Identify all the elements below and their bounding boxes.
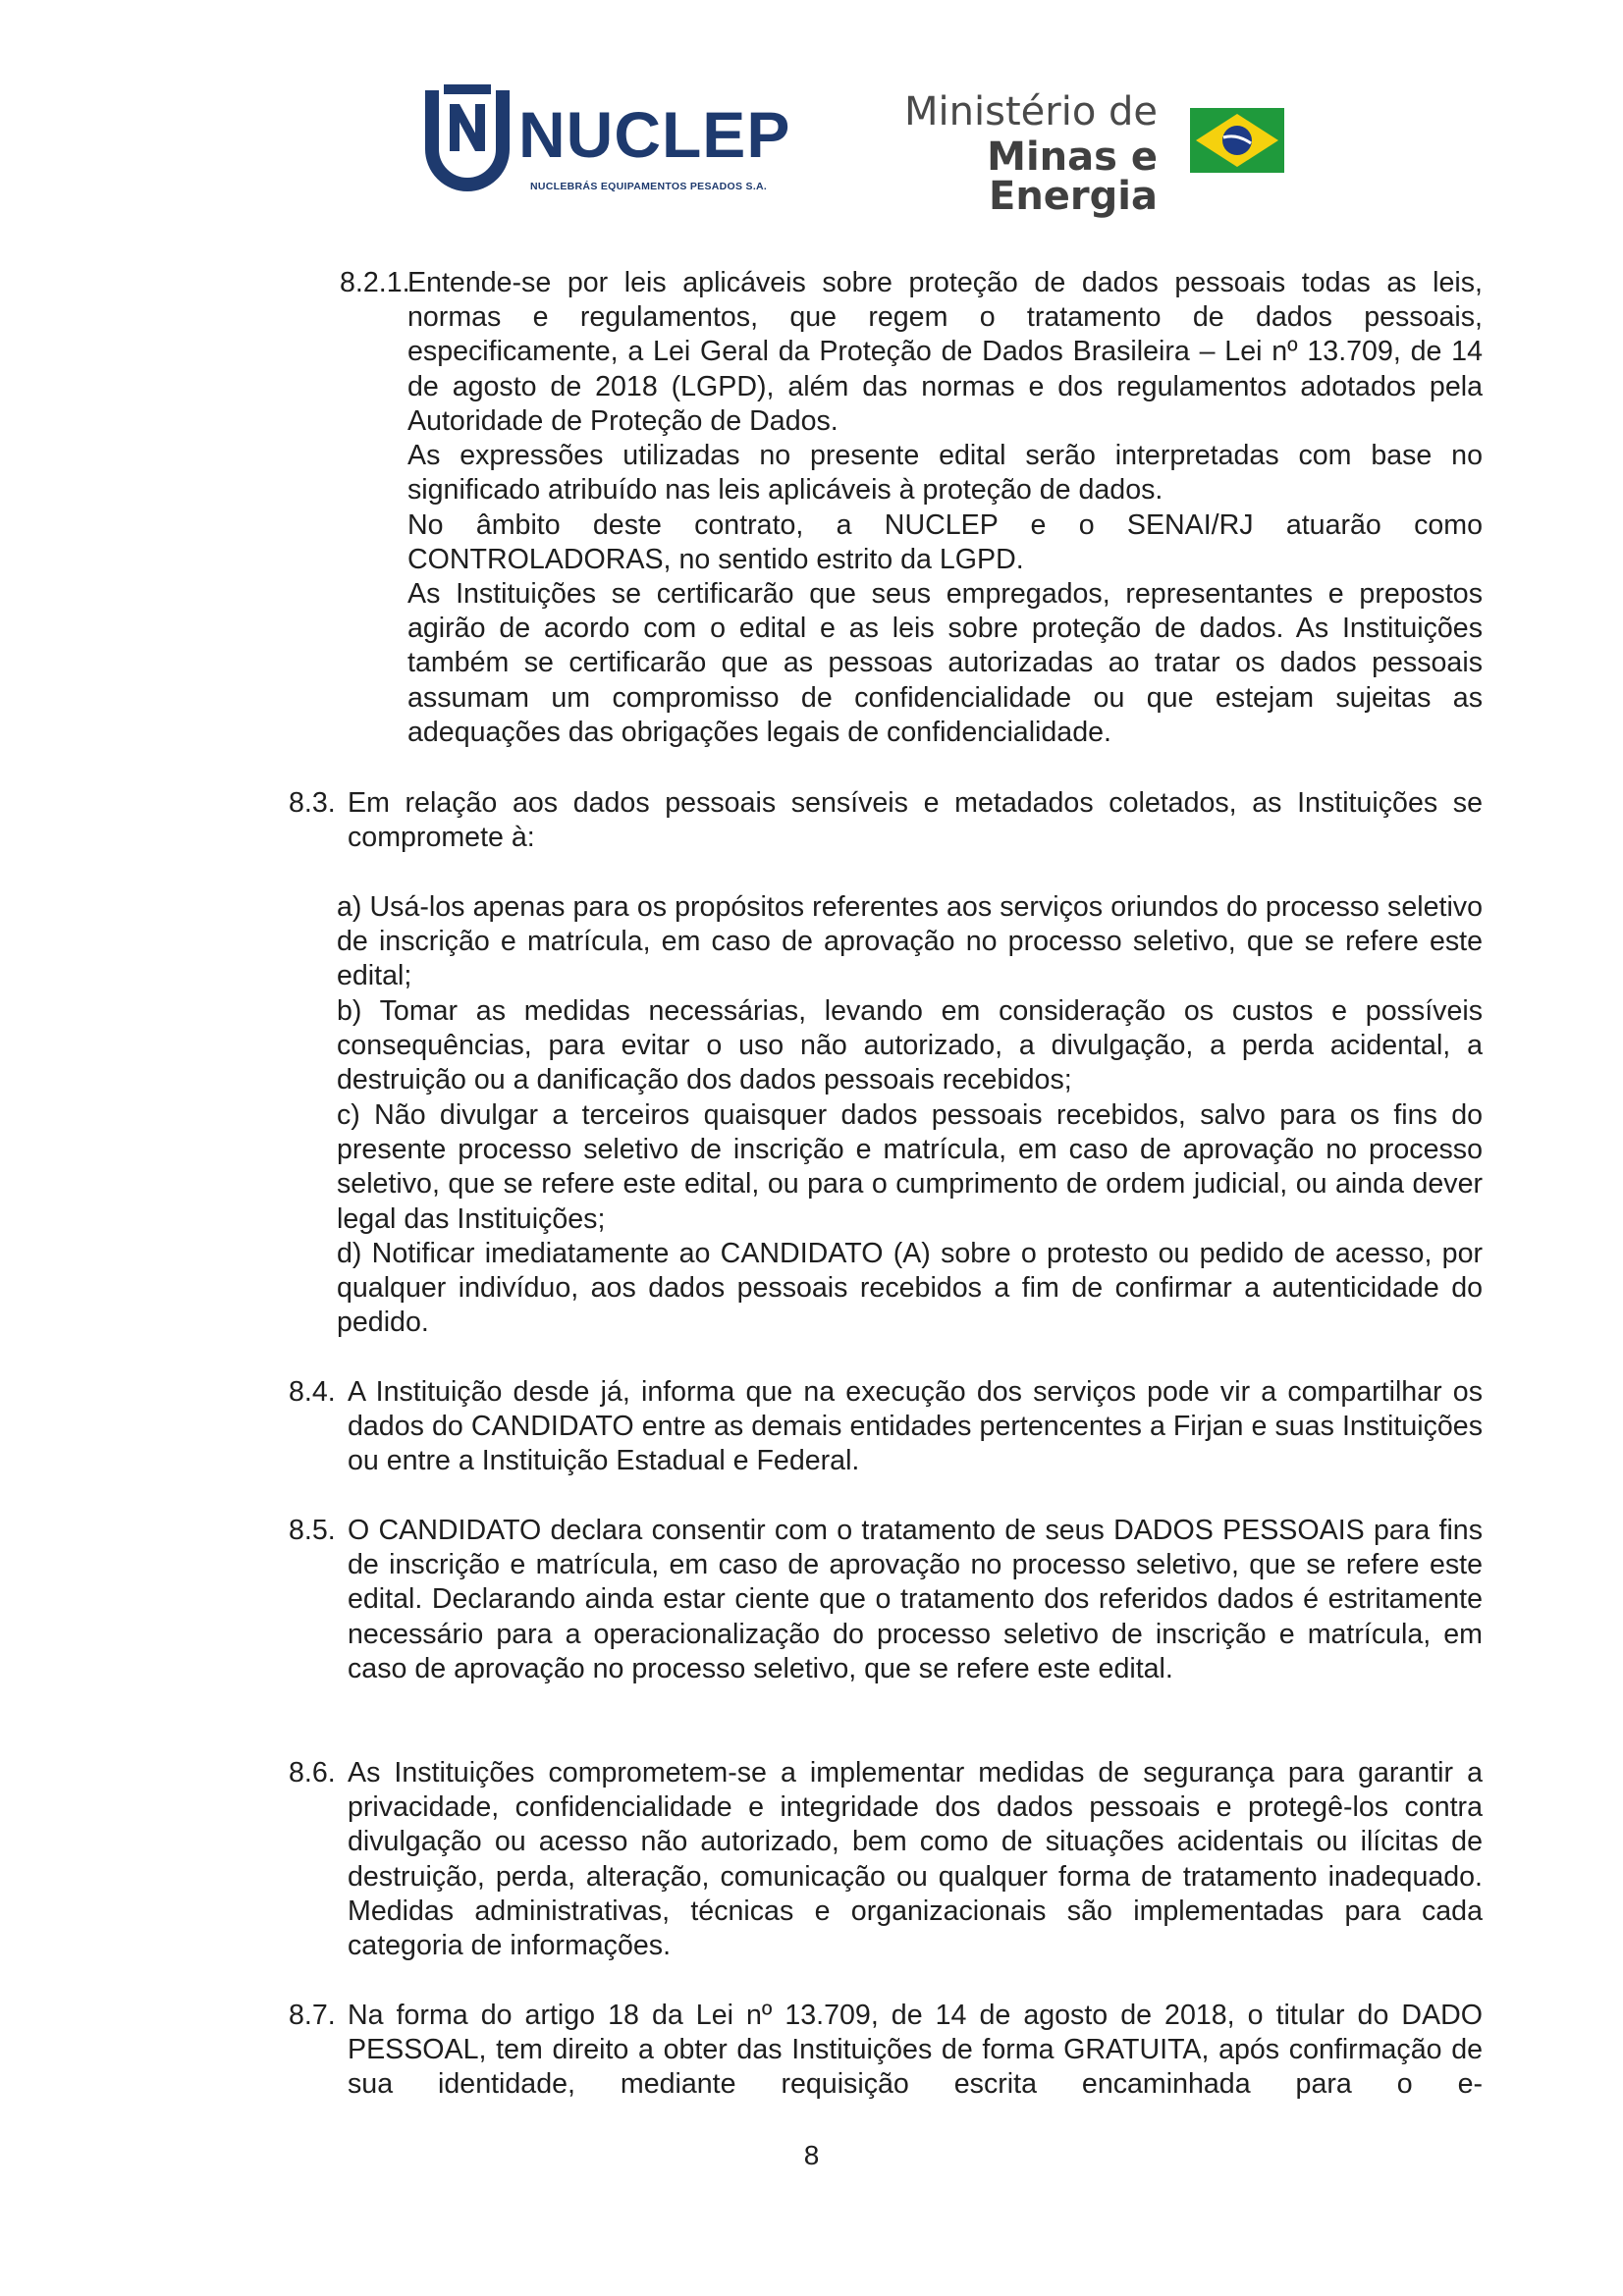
section-number-8-2-1: 8.2.1.	[340, 267, 410, 298]
section-8-3-item-a: a) Usá-los apenas para os propósitos referentes aos serviços oriundos do processo seletivo de inscrição e matrícula, em caso de aprovação no processo seletivo, que se refere este edital;	[337, 891, 1483, 992]
section-8-3-item-c: c) Não divulgar a terceiros quaisquer dados pessoais recebidos, salvo para os fins do presente processo seletivo de inscrição e matrícula, em caso de aprovação no processo seletivo, que se refere este edital, ou para o cumprimento de ordem judicial, ou ainda dever legal das Instituições;	[337, 1099, 1483, 1235]
section-8-2-1-paragraph-2: As expressões utilizadas no presente edital serão interpretadas com base no significado atribuído nas leis aplicáveis à proteção de dados.	[407, 440, 1483, 507]
section-8-3-text: Em relação aos dados pessoais sensíveis e metadados coletados, as Instituições se compromete à:	[348, 787, 1483, 854]
nuclep-wordmark: NUCLEP	[518, 98, 791, 171]
nuclep-subtitle: NUCLEBRÁS EQUIPAMENTOS PESADOS S.A.	[530, 181, 768, 192]
section-8-5-text: O CANDIDATO declara consentir com o tratamento de seus DADOS PESSOAIS para fins de inscrição e matrícula, em caso de aprovação no processo seletivo, que se refere este edital. Declarando ainda estar ciente que o tratamento dos referidos dados é estritamente necessário para a operacionalização do processo seletivo de inscrição e matrícula, em caso de aprovação no processo seletivo, que se refere este edital.	[348, 1515, 1483, 1684]
ministry-line-1: Ministério de	[904, 89, 1158, 134]
section-8-3-item-b: b) Tomar as medidas necessárias, levando em consideração os custos e possíveis consequências, para evitar o uso não autorizado, a divulgação, a perda acidental, a destruição ou a danificação dos dados pessoais recebidos;	[337, 995, 1483, 1096]
section-8-2-1-paragraph-4: As Instituições se certificarão que seus empregados, representantes e prepostos agirão de acordo com o edital e as leis sobre proteção de dados. As Instituições também se certificarão que as pessoas autorizadas ao tratar os dados pessoais assumam um compromisso de confidencialidade ou que estejam sujeitas as adequações das obrigações legais de confidencialidade.	[407, 578, 1483, 748]
section-number-8-6: 8.6.	[289, 1757, 336, 1789]
page-number: 8	[803, 2140, 820, 2170]
section-number-8-7: 8.7.	[289, 2000, 336, 2031]
section-8-7-text: Na forma do artigo 18 da Lei nº 13.709, de 14 de agosto de 2018, o titular do DADO PESSOAL, tem direito a obter das Instituições de forma GRATUITA, após confirmação de sua identidade, mediante requisição escrita encaminhada para o e-	[348, 2000, 1483, 2101]
section-8-2-1-paragraph-3: No âmbito deste contrato, a NUCLEP e o SENAI/RJ atuarão como CONTROLADORAS, no sentido estrito da LGPD.	[407, 509, 1483, 576]
section-number-8-4: 8.4.	[289, 1376, 336, 1408]
section-8-3-item-d: d) Notificar imediatamente ao CANDIDATO (A) sobre o protesto ou pedido de acesso, por qualquer indivíduo, aos dados pessoais recebidos a fim de confirmar a autenticidade do pedido.	[337, 1238, 1483, 1339]
section-number-8-3: 8.3.	[289, 787, 336, 819]
section-number-8-5: 8.5.	[289, 1515, 336, 1546]
section-8-4-text: A Instituição desde já, informa que na execução dos serviços pode vir a compartilhar os dados do CANDIDATO entre as demais entidades pertencentes a Firjan e suas Instituições ou entre a Instituição Estadual e Federal.	[348, 1376, 1483, 1477]
ministry-line-2: Minas e Energia	[987, 134, 1158, 219]
section-8-6-text: As Instituições comprometem-se a implementar medidas de segurança para garantir a privacidade, confidencialidade e integridade dos dados pessoais e protegê-los contra divulgação ou acesso não autorizado, bem como de situações acidentais ou ilícitas de destruição, perda, alteração, comunicação ou qualquer forma de tratamento inadequado. Medidas administrativas, técnicas e organizacionais são implementadas para cada categoria de informações.	[348, 1757, 1483, 1962]
section-8-2-1-paragraph-1: Entende-se por leis aplicáveis sobre proteção de dados pessoais todas as leis, normas e regulamentos, que regem o tratamento de dados pessoais, especificamente, a Lei Geral da Proteção de Dados Brasileira – Lei nº 13.709, de 14 de agosto de 2018 (LGPD), além das normas e dos regulamentos adotados pela Autoridade de Proteção de Dados.	[407, 267, 1483, 437]
